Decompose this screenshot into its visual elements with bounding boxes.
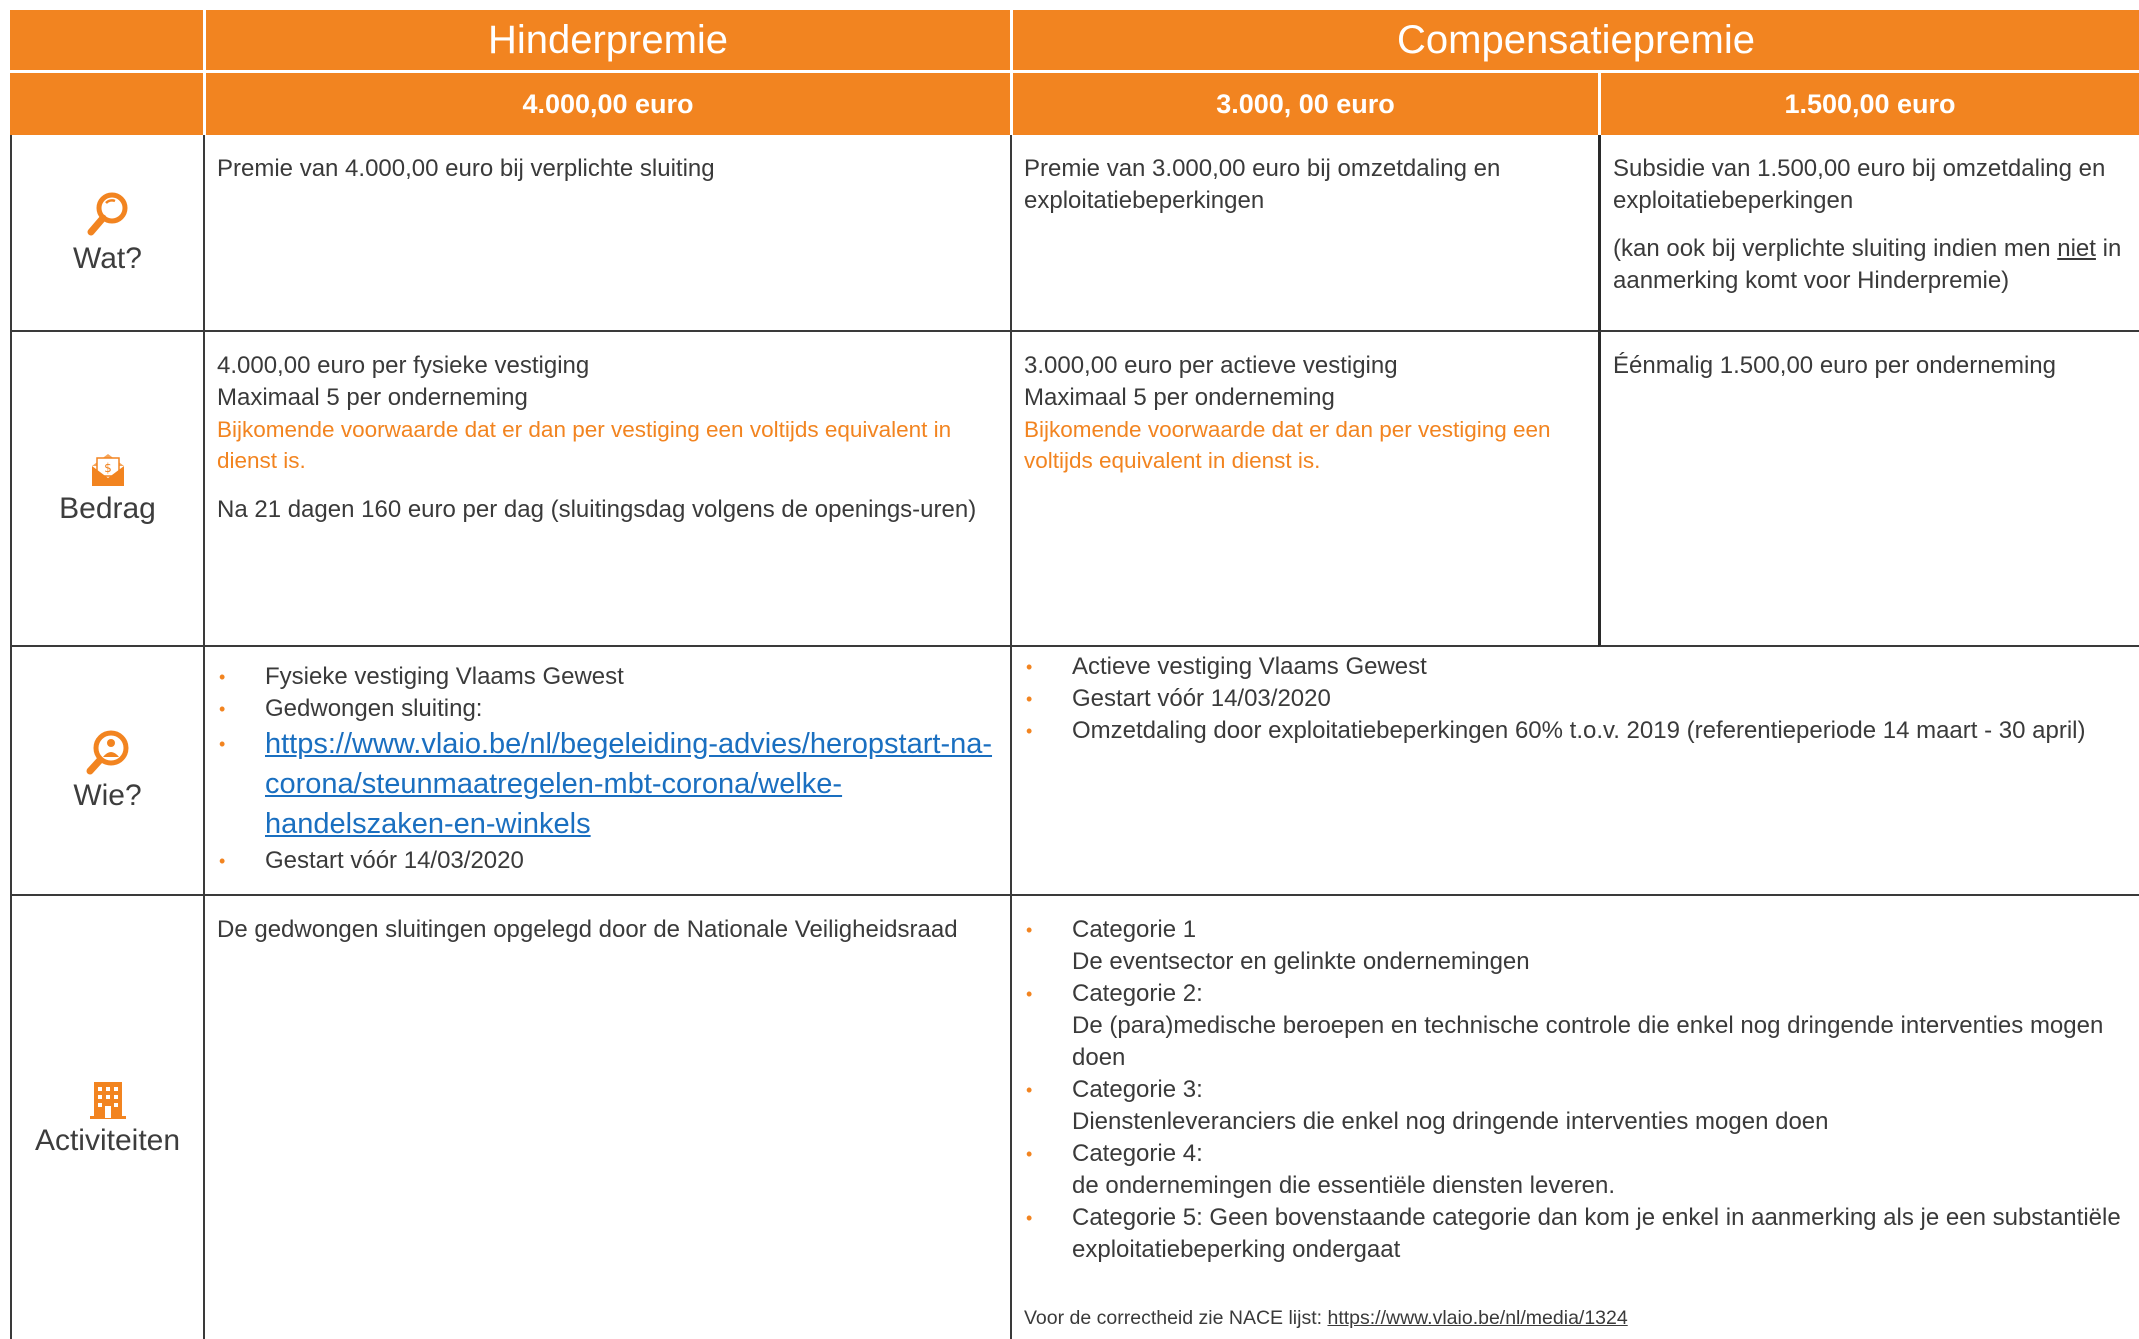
wie-comp-item: • Gestart vóór 14/03/2020 [1024, 683, 2133, 715]
hinderpremie-title: Hinderpremie [487, 17, 729, 62]
bedrag-hinder-condition: Bijkomende voorwaarde dat er dan per vestiging een voltijds equivalent in dienst is. [217, 417, 952, 473]
wat-comp2-note-b: in aanmerking komt voor Hinderpremie) [1613, 235, 2122, 294]
wat-hinder-cell [203, 135, 1010, 332]
building-icon [88, 1078, 128, 1120]
row-label-wat-text: Wat? [73, 241, 142, 275]
categorie-item [1024, 914, 2135, 978]
wie-hinder-item: • Gedwongen sluiting: [217, 693, 1004, 725]
vlaio-handelszaken-link[interactable]: https://www.vlaio.be/nl/begeleiding-advies/heropstart-na-corona/steunmaatregelen-mbt-corona/welke-handelszaken-en-winkels [265, 728, 993, 840]
categorie-item: • Categorie 5: Geen bovenstaande categorie dan kom je enkel in aanmerking als je een substantiële exploitatiebeperking ondergaat [1024, 1202, 2135, 1266]
row-label-wie [10, 647, 203, 896]
amount-comp1 [1010, 70, 1598, 135]
categorie-item [1024, 1138, 2135, 1202]
wat-comp2-text: Subsidie van 1.500,00 euro bij omzetdaling en exploitatiebeperkingen [1613, 155, 2106, 214]
wie-comp-item: • Omzetdaling door exploitatiebeperkingen 60% t.o.v. 2019 (referentieperiode 14 maart - 30 april) [1024, 715, 2133, 747]
activiteiten-hinder-cell [203, 896, 1010, 1339]
categorie-list [1024, 914, 2135, 1266]
wie-comp-list [1024, 651, 2133, 747]
wie-hinder-item: • Fysieke vestiging Vlaams Gewest [217, 661, 1004, 693]
header-corner [10, 10, 203, 70]
wie-hinder-list [217, 661, 1004, 877]
bedrag-hinder-cell [203, 332, 1010, 647]
header-compensatiepremie [1010, 10, 2139, 70]
row-label-activiteiten [10, 896, 203, 1339]
nace-note [1024, 1304, 2135, 1332]
row-label-activiteiten-text: Activiteiten [34, 1123, 181, 1157]
wat-comp1-cell [1010, 135, 1598, 332]
bedrag-hinder-line1: 4.000,00 euro per fysieke vestiging [217, 352, 590, 379]
bedrag-hinder-line2: Maximaal 5 per onderneming [217, 384, 528, 411]
wat-comp2-note-niet: niet [2057, 235, 2096, 262]
header-hinderpremie [203, 10, 1010, 70]
nace-link[interactable]: https://www.vlaio.be/nl/media/1324 [1327, 1307, 1628, 1329]
categorie-title: Categorie 3: [1072, 1076, 1203, 1103]
premie-comparison-table [10, 10, 2139, 1339]
bedrag-comp1-line2: Maximaal 5 per onderneming [1024, 384, 1335, 411]
categorie-title: Categorie 1 [1072, 916, 1197, 943]
row-label-wie-text: Wie? [73, 778, 142, 812]
magnifier-icon [86, 190, 130, 238]
bedrag-comp1-cell [1010, 332, 1598, 647]
amount-corner [10, 70, 203, 135]
envelope-dollar-icon [90, 452, 126, 488]
categorie-title: Categorie 4: [1072, 1140, 1203, 1167]
compensatiepremie-title: Compensatiepremie [1397, 17, 1755, 62]
wat-comp1-text: Premie van 3.000,00 euro bij omzetdaling en exploitatiebeperkingen [1024, 155, 1501, 214]
wie-hinder-cell [203, 647, 1010, 896]
wat-comp2-note [1613, 233, 2135, 297]
wie-hinder-item: • Gestart vóór 14/03/2020 [217, 845, 1004, 877]
activiteiten-comp-cell [1010, 896, 2139, 1339]
categorie-desc: De eventsector en gelinkte ondernemingen [1072, 948, 1530, 975]
svg-text:$: $ [103, 460, 112, 475]
wat-hinder-text: Premie van 4.000,00 euro bij verplichte sluiting [217, 155, 715, 182]
wat-comp2-note-a: (kan ook bij verplichte sluiting indien men [1613, 235, 2058, 262]
wie-hinder-item [217, 725, 1004, 845]
row-label-wat [10, 135, 203, 332]
activiteiten-hinder-text: De gedwongen sluitingen opgelegd door de Nationale Veiligheidsraad [217, 916, 958, 943]
wat-comp2-cell [1598, 135, 2139, 332]
amount-comp2 [1598, 70, 2139, 135]
categorie-item [1024, 978, 2135, 1074]
categorie-item [1024, 1074, 2135, 1138]
bedrag-comp2-cell [1598, 332, 2139, 647]
categorie-title: Categorie 2: [1072, 980, 1203, 1007]
bedrag-comp2-text: Éénmalig 1.500,00 euro per onderneming [1613, 352, 2056, 379]
amount-hinder-text: 4.000,00 euro [522, 88, 694, 119]
wie-comp-cell [1010, 647, 2139, 896]
amount-comp1-text: 3.000, 00 euro [1216, 88, 1395, 119]
amount-hinder [203, 70, 1010, 135]
bedrag-comp1-condition: Bijkomende voorwaarde dat er dan per vestiging een voltijds equivalent in dienst is. [1024, 417, 1551, 473]
categorie-desc: De (para)medische beroepen en technische controle die enkel nog dringende interventies mogen doen [1072, 1012, 2104, 1071]
bedrag-comp1-line1: 3.000,00 euro per actieve vestiging [1024, 352, 1398, 379]
bedrag-hinder-extra: Na 21 dagen 160 euro per dag (sluitingsdag volgens de openings-uren) [217, 496, 977, 523]
row-label-bedrag [10, 332, 203, 647]
categorie-desc: de ondernemingen die essentiële diensten leveren. [1072, 1172, 1616, 1199]
person-search-icon [85, 729, 131, 775]
categorie-desc: Dienstenleveranciers die enkel nog dringende interventies mogen doen [1072, 1108, 1829, 1135]
wie-comp-item: • Actieve vestiging Vlaams Gewest [1024, 651, 2133, 683]
nace-text: Voor de correctheid zie NACE lijst: [1024, 1307, 1328, 1329]
row-label-bedrag-text: Bedrag [59, 491, 156, 525]
amount-comp2-text: 1.500,00 euro [1784, 88, 1956, 119]
